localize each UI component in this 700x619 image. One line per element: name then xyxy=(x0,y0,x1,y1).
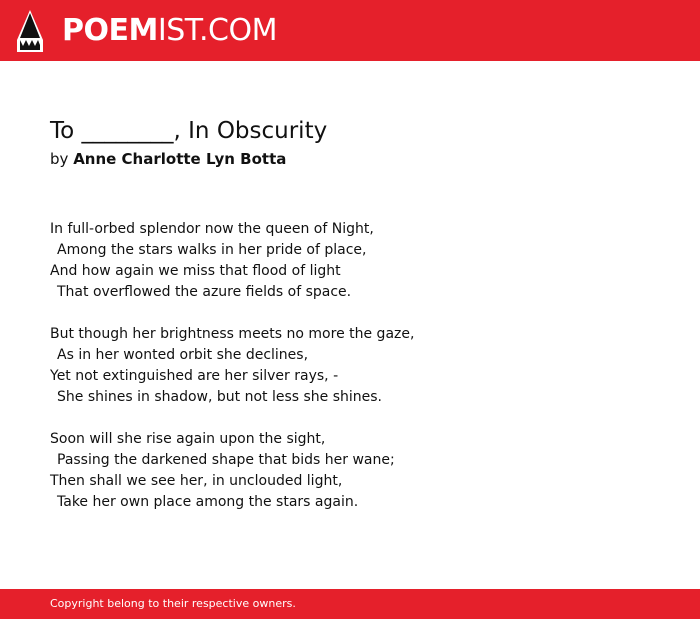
author-name: Anne Charlotte Lyn Botta xyxy=(73,150,287,168)
poem-line: Take her own place among the stars again. xyxy=(57,494,359,510)
site-footer xyxy=(0,589,700,619)
site-header xyxy=(0,0,700,61)
poem-line: And how again we miss that flood of light xyxy=(50,263,341,279)
pencil-tip-icon[interactable] xyxy=(17,10,43,52)
poem-title: To ________, In Obscurity xyxy=(50,118,328,144)
poem-line: Soon will she rise again upon the sight, xyxy=(50,431,326,447)
poem-line: Passing the darkened shape that bids her wane; xyxy=(57,452,395,468)
poem-line: She shines in shadow, but not less she shines. xyxy=(57,389,383,405)
poem-byline xyxy=(50,149,286,169)
poem-stanza xyxy=(50,324,670,408)
poem-line: In full-orbed splendor now the queen of Night, xyxy=(50,221,374,237)
poem-line: Yet not extinguished are her silver rays, - xyxy=(50,368,339,384)
poem-line: That overflowed the azure fields of space. xyxy=(57,284,352,300)
poem-line: As in her wonted orbit she declines, xyxy=(57,347,309,363)
poem-stanza xyxy=(50,429,670,513)
copyright-text: Copyright belong to their respective owners. xyxy=(50,597,296,610)
poem-line: But though her brightness meets no more the gaze, xyxy=(50,326,415,342)
brand-light-text: IST.COM xyxy=(157,13,277,48)
poem-body xyxy=(50,219,670,534)
by-label: by xyxy=(50,150,69,168)
site-logo-text[interactable] xyxy=(62,13,277,49)
poem-stanza xyxy=(50,219,670,303)
brand-bold-text: POEM xyxy=(62,13,158,48)
poem-line: Among the stars walks in her pride of place, xyxy=(57,242,367,258)
poem-line: Then shall we see her, in unclouded light, xyxy=(50,473,343,489)
